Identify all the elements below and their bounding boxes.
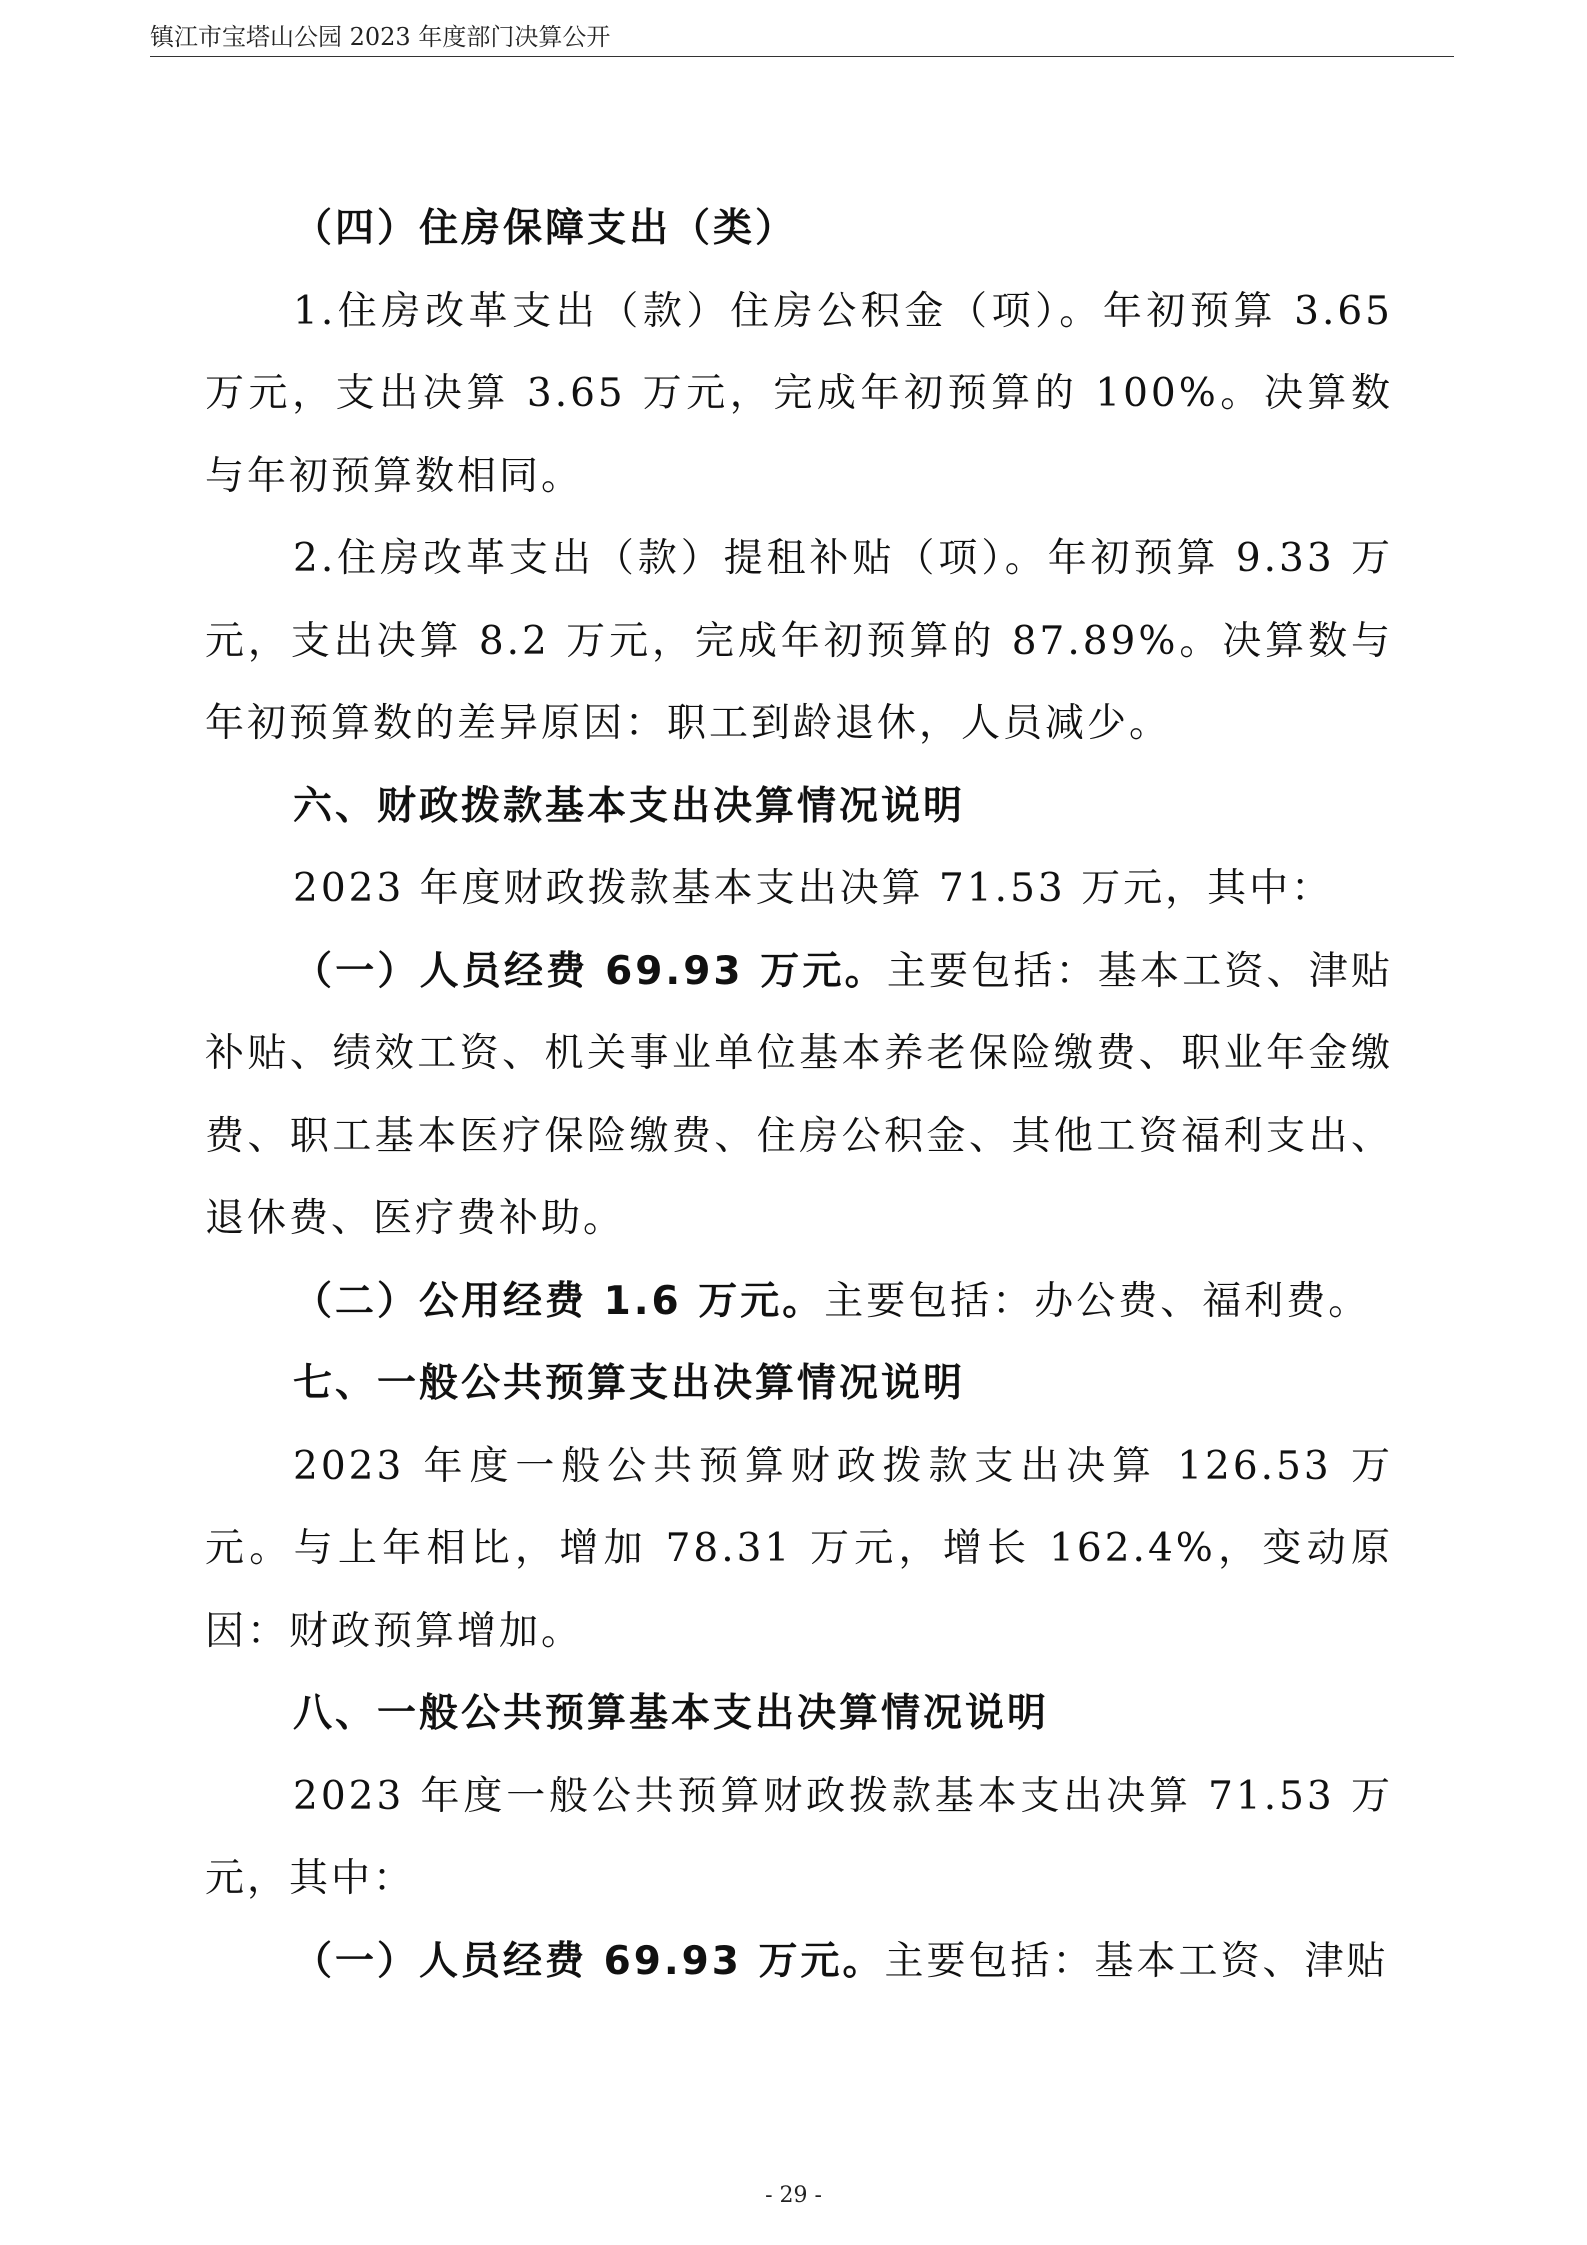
paragraph-general-budget: 2023 年度一般公共预算财政拨款支出决算 126.53 万元。与上年相比，增加 78.31 万元，增长 162.4%，变动原因：财政预算增加。 [205,1443,1393,1654]
paragraph-personnel-cost-2 [205,1921,1393,2004]
paragraph-personnel-cost [205,931,1393,1261]
public-cost-detail: 主要包括：办公费、福利费。 [824,1278,1371,1324]
section-heading-housing: （四）住房保障支出（类） [293,206,798,251]
personnel-cost-detail: 主要包括：基本工资、津贴补贴、绩效工资、机关事业单位基本养老保险缴费、职业年金缴费、职工基本医疗保险缴费、住房公积金、其他工资福利支出、退休费、医疗费补助。 [205,948,1393,1241]
header-divider [150,56,1454,57]
page-number: - 29 - [765,2183,822,2208]
personnel-cost-2-lead: （一）人员经费 69.93 万元。 [293,1938,885,1984]
paragraph-basic-expenditure: 2023 年度财政拨款基本支出决算 71.53 万元，其中： [293,866,1334,911]
public-cost-lead: （二）公用经费 1.6 万元。 [293,1278,825,1324]
paragraph-rent-subsidy: 2.住房改革支出（款）提租补贴（项）。年初预算 9.33 万元，支出决算 8.2 万元，完成年初预算的 87.89%。决算数与年初预算数的差异原因：职工到龄退休，人员减少。 [205,536,1393,746]
running-header: 镇江市宝塔山公园 2023 年度部门决算公开 [150,23,611,51]
paragraph-public-cost [205,1261,1393,1344]
personnel-cost-lead: （一）人员经费 69.93 万元。 [293,948,887,994]
section-heading-eight: 八、一般公共预算基本支出决算情况说明 [293,1691,1050,1736]
section-heading-seven: 七、一般公共预算支出决算情况说明 [293,1361,966,1406]
personnel-cost-2-detail: 主要包括：基本工资、津贴 [884,1938,1389,1984]
section-heading-six: 六、财政拨款基本支出决算情况说明 [293,783,966,829]
body-text [205,188,1393,2003]
paragraph-housing-fund: 1.住房改革支出（款）住房公积金（项）。年初预算 3.65 万元，支出决算 3.65 万元，完成年初预算的 100%。决算数与年初预算数相同。 [205,288,1393,499]
paragraph-general-basic: 2023 年度一般公共预算财政拨款基本支出决算 71.53 万元，其中： [205,1773,1393,1901]
